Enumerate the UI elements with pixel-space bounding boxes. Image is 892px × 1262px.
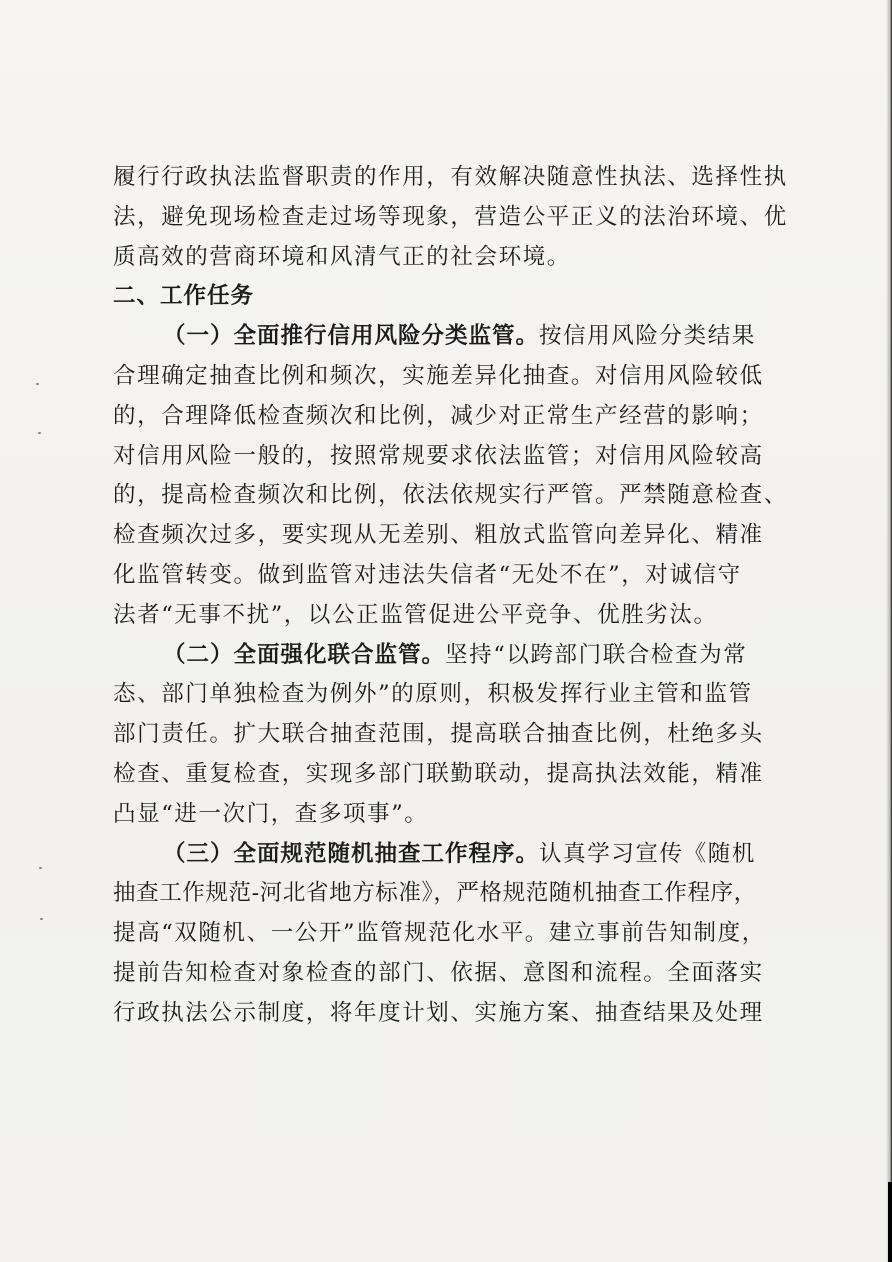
paragraph-line: 对信用风险一般的，按照常规要求依法监管；对信用风险较高 xyxy=(113,442,764,469)
paragraph-line: 凸显“进一次门，查多项事”。 xyxy=(113,800,429,827)
paragraph-line: 抽查工作规范-河北省地方标准》，严格规范随机抽查工作程序， xyxy=(113,880,757,907)
item-first-text: 按信用风险分类结果 xyxy=(539,323,756,350)
paragraph-line: 态、部门单独检查为例外”的原则，积极发挥行业主管和监管 xyxy=(113,681,753,708)
paragraph-line: 的，提高检查频次和比例，依法依规实行严管。严禁随意检查、 xyxy=(113,482,788,509)
paragraph-line: 法者“无事不扰”，以公正监管促进公平竞争、优胜劣汰。 xyxy=(113,601,718,628)
paragraph-line: 法，避免现场检查走过场等现象，营造公平正义的法治环境、优 xyxy=(113,203,788,230)
paragraph-line: 履行行政执法监督职责的作用，有效解决随意性执法、选择性执 xyxy=(113,164,788,190)
scan-speck xyxy=(38,432,41,434)
section-heading: 二、工作任务 xyxy=(113,283,255,310)
scan-speck xyxy=(36,383,39,385)
scan-edge-dark xyxy=(888,1182,892,1262)
item-first-text: 坚持“以跨部门联合检查为常 xyxy=(445,641,748,668)
paragraph-line: 提前告知检查对象检查的部门、依据、意图和流程。全面落实 xyxy=(113,959,764,986)
item-first-line xyxy=(113,835,763,875)
item-title: （三）全面规范随机抽查工作程序。 xyxy=(163,840,540,867)
paragraph-line: 合理确定抽查比例和频次，实施差异化抽查。对信用风险较低 xyxy=(113,362,764,389)
item-title: （二）全面强化联合监管。 xyxy=(163,641,446,668)
paragraph-line: 化监管转变。做到监管对违法失信者“无处不在”，对诚信守 xyxy=(113,561,742,588)
item-first-line xyxy=(113,317,763,357)
document-body xyxy=(113,158,788,1034)
scan-edge-shadow xyxy=(886,0,892,1262)
paragraph-line: 的，合理降低检查频次和比例，减少对正常生产经营的影响； xyxy=(113,402,764,429)
paragraph-line: 检查频次过多，要实现从无差别、粗放式监管向差异化、精准 xyxy=(113,522,764,549)
item-first-line xyxy=(113,636,763,676)
paragraph-line: 提高“双随机、一公开”监管规范化水平。建立事前告知制度， xyxy=(113,920,766,947)
scan-speck xyxy=(40,918,43,920)
paragraph-line: 部门责任。扩大联合抽查范围，提高联合抽查比例，杜绝多头 xyxy=(113,721,764,748)
paragraph-line: 质高效的营商环境和风清气正的社会环境。 xyxy=(113,243,571,270)
item-title: （一）全面推行信用风险分类监管。 xyxy=(163,323,540,350)
item-first-text: 认真学习宣传《随机 xyxy=(539,840,756,867)
scan-speck xyxy=(39,867,42,869)
paragraph-line: 行政执法公示制度，将年度计划、实施方案、抽查结果及处理 xyxy=(113,999,764,1026)
paragraph-line: 检查、重复检查，实现多部门联勤联动，提高执法效能，精准 xyxy=(113,760,764,787)
